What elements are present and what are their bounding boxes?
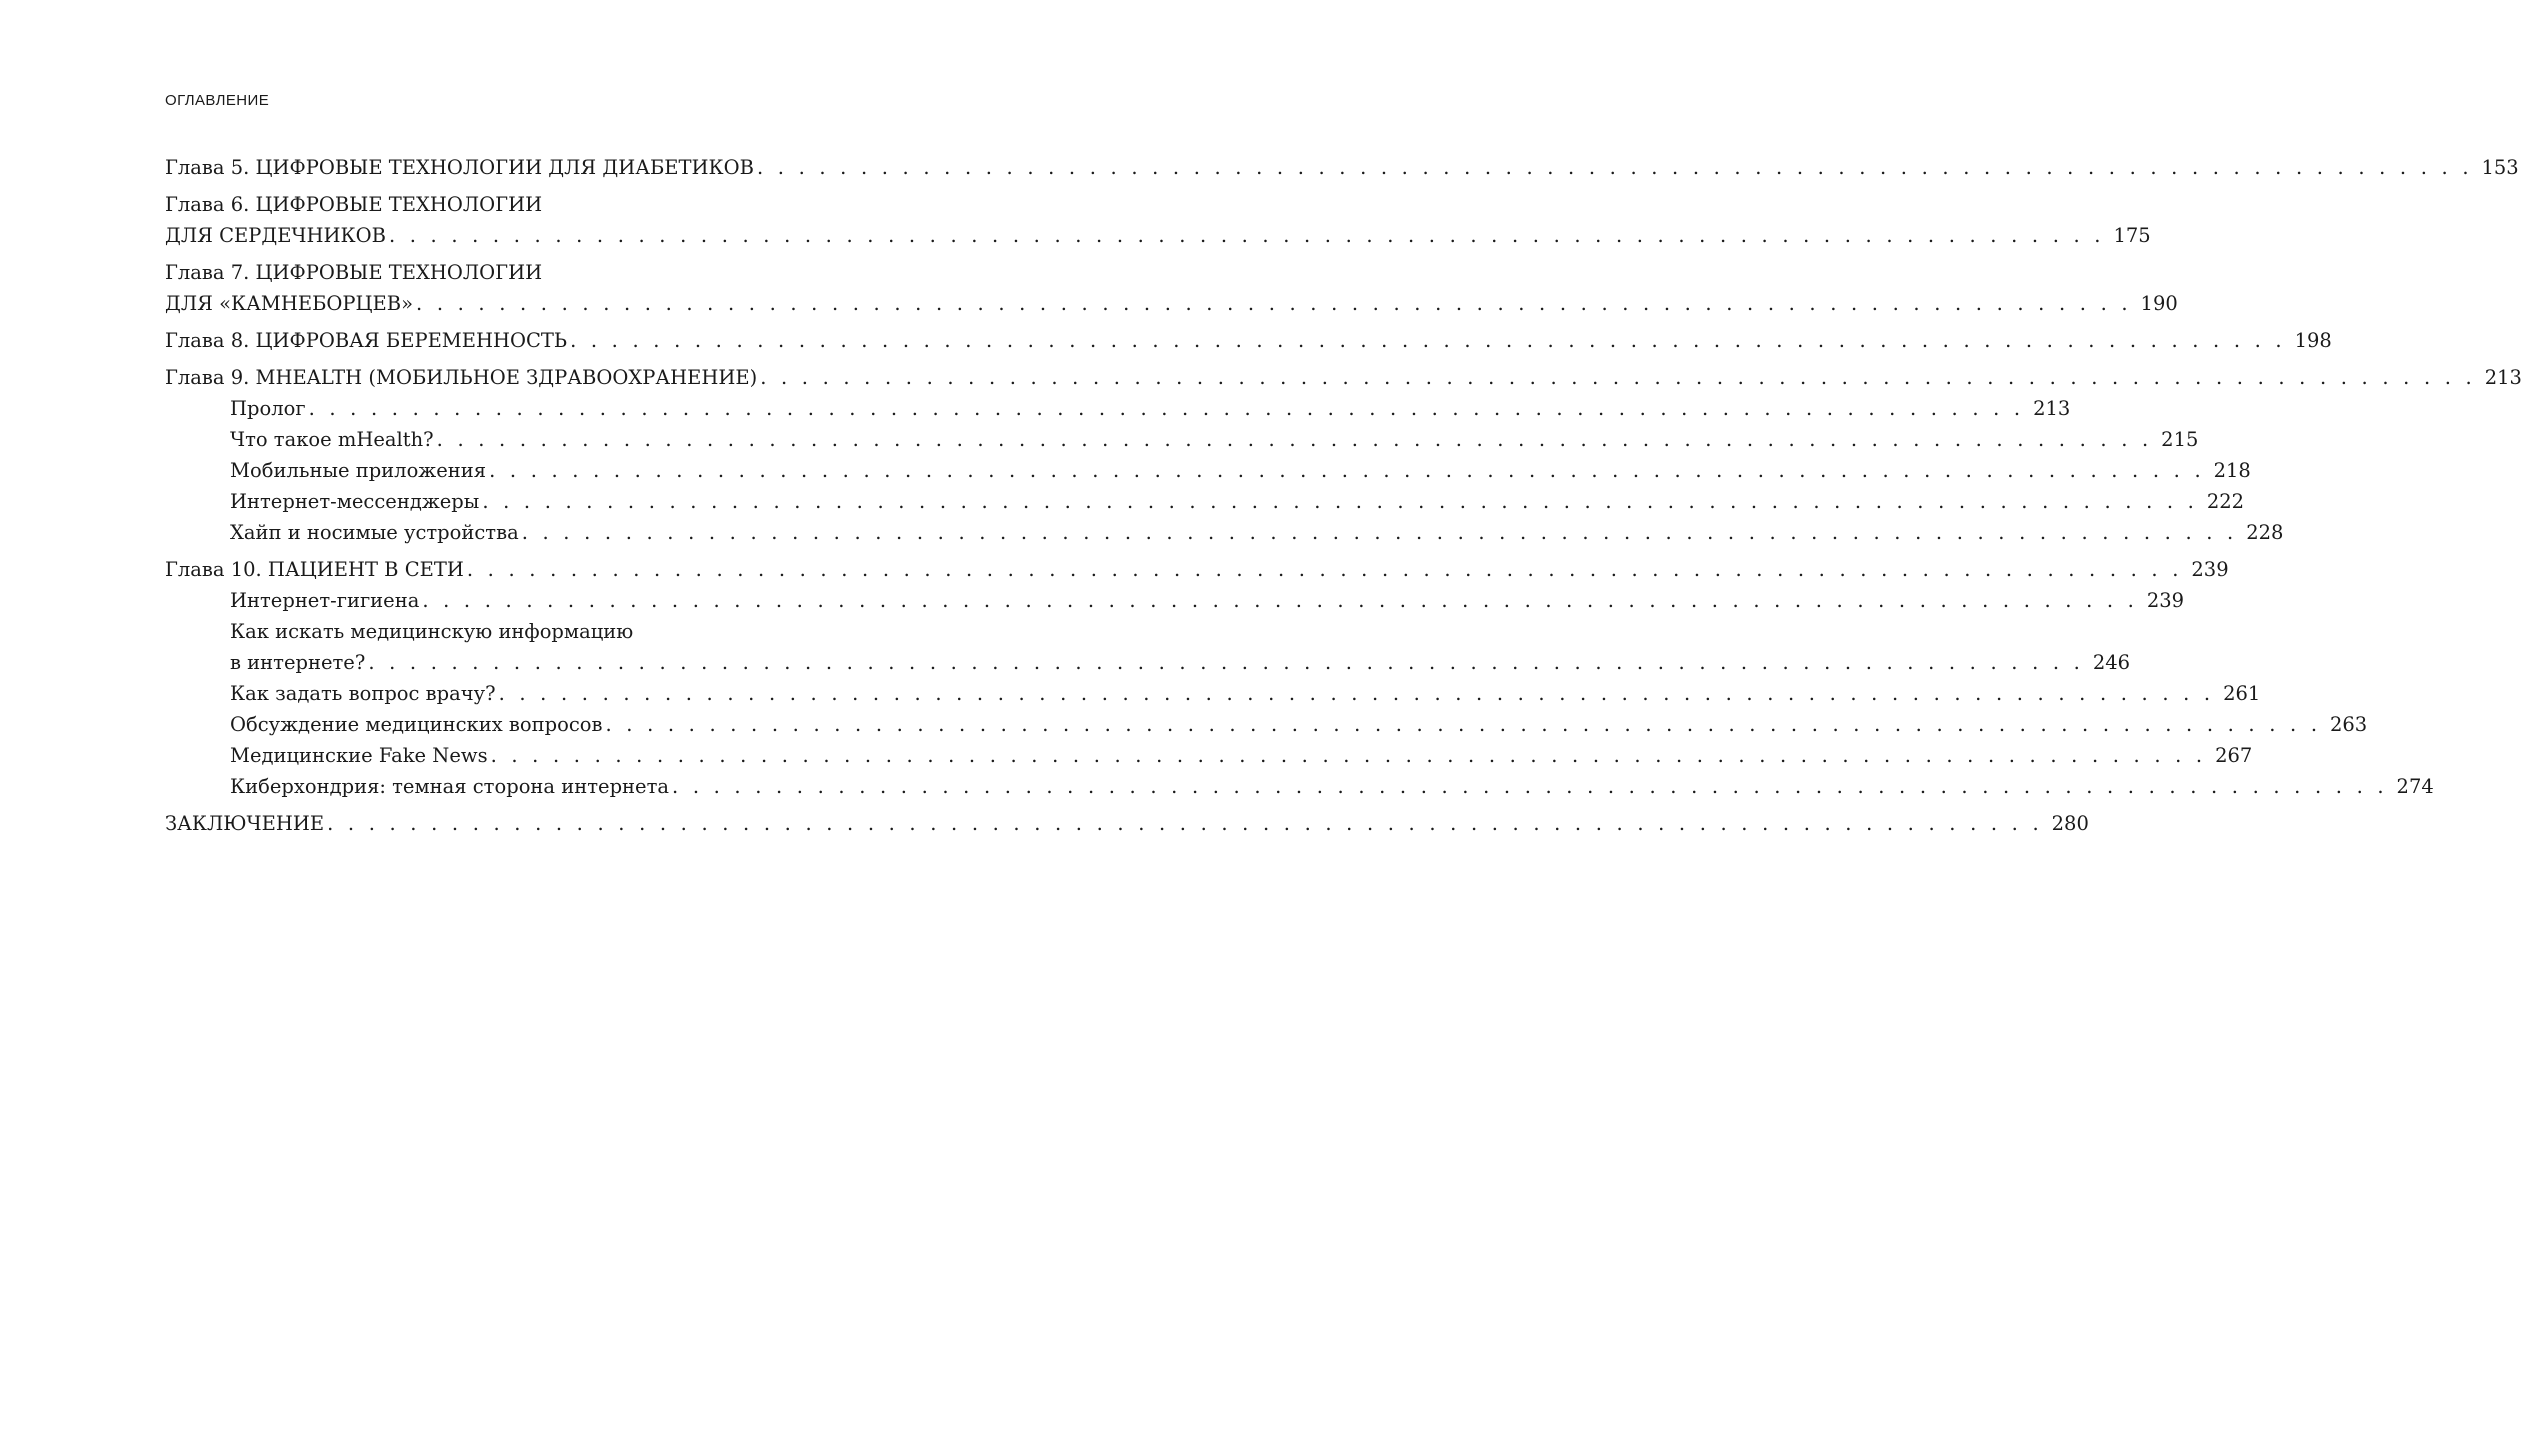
toc-entry-title: Хайп и носимые устройства	[230, 521, 519, 544]
toc-page-number: 175	[2113, 224, 2151, 247]
dot-leader: . . . . . . . . . . . . . . . . . . . . . . . . . . . . . . . . . . . . . . . . . . . . . . . . . . . . . . . . . . . . . . . . . . . . . . . . . . . . . . . . . . .	[672, 775, 2388, 798]
dot-leader: . . . . . . . . . . . . . . . . . . . . . . . . . . . . . . . . . . . . . . . . . . . . . . . . . . . . . . . . . . . . . . . . . . . . . . . . . . . . . . . . . . .	[490, 744, 2207, 767]
toc-entry-line	[230, 424, 2199, 455]
toc-page-number: 261	[2223, 682, 2261, 705]
toc-entry-title: Как задать вопрос врачу?	[230, 682, 496, 705]
toc-entry-section-mhealth[interactable]	[165, 424, 2199, 455]
dot-leader: . . . . . . . . . . . . . . . . . . . . . . . . . . . . . . . . . . . . . . . . . . . . . . . . . . . . . . . . . . . . . . . . . . . . . . . . . . . . . . . . . . .	[327, 812, 2043, 835]
toc-entry-title: Пролог	[230, 397, 306, 420]
dot-leader: . . . . . . . . . . . . . . . . . . . . . . . . . . . . . . . . . . . . . . . . . . . . . . . . . . . . . . . . . . . . . . . . . . . . . . . . . . . . . . . . . . .	[760, 366, 2476, 389]
toc-entry-section-search-info[interactable]	[165, 616, 2131, 678]
toc-entry-conclusion[interactable]	[165, 808, 2089, 839]
toc-entry-title: Мобильные приложения	[230, 459, 487, 482]
toc-entry-line	[230, 647, 2131, 678]
toc-entry-chapter-8[interactable]	[165, 325, 2332, 356]
dot-leader: . . . . . . . . . . . . . . . . . . . . . . . . . . . . . . . . . . . . . . . . . . . . . . . . . . . . . . . . . . . . . . . . . . . . . . . . . . . . . . . . . . .	[570, 329, 2286, 352]
dot-leader: . . . . . . . . . . . . . . . . . . . . . . . . . . . . . . . . . . . . . . . . . . . . . . . . . . . . . . . . . . . . . . . . . . . . . . . . . . . . . . . . . . .	[416, 292, 2132, 315]
toc-entry-line	[230, 678, 2261, 709]
toc-page-number: 246	[2092, 651, 2131, 674]
running-head: ОГЛАВЛЕНИЕ	[165, 92, 270, 109]
toc-entry-line	[165, 362, 2522, 393]
toc-entry-chapter-7[interactable]	[165, 257, 2178, 319]
dot-leader: . . . . . . . . . . . . . . . . . . . . . . . . . . . . . . . . . . . . . . . . . . . . . . . . . . . . . . . . . . . . . . . . . . . . . . . . . . . . . . . . . . .	[521, 521, 2238, 544]
table-of-contents	[165, 152, 2522, 839]
toc-entry-title: Обсуждение медицинских вопросов	[230, 713, 603, 736]
toc-page-number: 198	[2294, 329, 2332, 352]
toc-page-number: 213	[2033, 397, 2071, 420]
toc-entry-section-wearables[interactable]	[165, 517, 2284, 548]
toc-entry-section-mobile-apps[interactable]	[165, 455, 2251, 486]
toc-entry-chapter-10[interactable]	[165, 554, 2229, 585]
toc-entry-line	[165, 220, 2151, 251]
toc-entry-line	[230, 455, 2251, 486]
dot-leader: . . . . . . . . . . . . . . . . . . . . . . . . . . . . . . . . . . . . . . . . . . . . . . . . . . . . . . . . . . . . . . . . . . . . . . . . . . . . . . . . . . .	[489, 459, 2205, 482]
dot-leader: . . . . . . . . . . . . . . . . . . . . . . . . . . . . . . . . . . . . . . . . . . . . . . . . . . . . . . . . . . . . . . . . . . . . . . . . . . . . . . . . . . .	[482, 490, 2199, 513]
toc-page-number: 222	[2206, 490, 2245, 513]
toc-entry-line	[165, 325, 2332, 356]
dot-leader: . . . . . . . . . . . . . . . . . . . . . . . . . . . . . . . . . . . . . . . . . . . . . . . . . . . . . . . . . . . . . . . . . . . . . . . . . . . . . . . . . . .	[388, 224, 2105, 247]
toc-entry-title: Интернет-гигиена	[230, 589, 420, 612]
toc-entry-line	[230, 486, 2245, 517]
dot-leader: . . . . . . . . . . . . . . . . . . . . . . . . . . . . . . . . . . . . . . . . . . . . . . . . . . . . . . . . . . . . . . . . . . . . . . . . . . . . . . . . . . .	[756, 156, 2473, 179]
toc-entry-section-ask-doctor[interactable]	[165, 678, 2261, 709]
toc-entry-chapter-9[interactable]	[165, 362, 2522, 393]
toc-entry-title: Глава 8. ЦИФРОВАЯ БЕРЕМЕННОСТЬ	[165, 329, 568, 352]
toc-page-number: 215	[2161, 428, 2199, 451]
toc-entry-title: Медицинские Fake News	[230, 744, 488, 767]
toc-entry-title: Глава 10. ПАЦИЕНТ В СЕТИ	[165, 558, 464, 581]
toc-entry-line	[165, 288, 2178, 319]
toc-entry-title: Киберхондрия: темная сторона интернета	[230, 775, 670, 798]
toc-entry-section-internet-hygiene[interactable]	[165, 585, 2185, 616]
toc-entry-line	[165, 554, 2229, 585]
toc-page-number: 239	[2191, 558, 2229, 581]
toc-page-number: 263	[2329, 713, 2368, 736]
toc-entry-section-discussion[interactable]	[165, 709, 2368, 740]
toc-entry-title-line-1: Как искать медицинскую информацию	[230, 620, 634, 643]
toc-page-number: 213	[2484, 366, 2522, 389]
toc-entry-section-cyberchondria[interactable]	[165, 771, 2434, 802]
toc-entry-title: ЗАКЛЮЧЕНИЕ	[165, 812, 325, 835]
toc-entry-section-messengers[interactable]	[165, 486, 2245, 517]
dot-leader: . . . . . . . . . . . . . . . . . . . . . . . . . . . . . . . . . . . . . . . . . . . . . . . . . . . . . . . . . . . . . . . . . . . . . . . . . . . . . . . . . . .	[605, 713, 2322, 736]
toc-entry-title: Глава 5. ЦИФРОВЫЕ ТЕХНОЛОГИИ ДЛЯ ДИАБЕТИКОВ	[165, 156, 754, 179]
dot-leader: . . . . . . . . . . . . . . . . . . . . . . . . . . . . . . . . . . . . . . . . . . . . . . . . . . . . . . . . . . . . . . . . . . . . . . . . . . . . . . . . . . .	[368, 651, 2085, 674]
toc-entry-chapter-6[interactable]	[165, 189, 2151, 251]
toc-entry-line	[230, 393, 2071, 424]
dot-leader: . . . . . . . . . . . . . . . . . . . . . . . . . . . . . . . . . . . . . . . . . . . . . . . . . . . . . . . . . . . . . . . . . . . . . . . . . . . . . . . . . . .	[308, 397, 2025, 420]
toc-entry-title-line-1: Глава 7. ЦИФРОВЫЕ ТЕХНОЛОГИИ	[165, 261, 543, 284]
toc-entry-section-fake-news[interactable]	[165, 740, 2253, 771]
toc-entry-line	[230, 709, 2368, 740]
dot-leader: . . . . . . . . . . . . . . . . . . . . . . . . . . . . . . . . . . . . . . . . . . . . . . . . . . . . . . . . . . . . . . . . . . . . . . . . . . . . . . . . . . .	[498, 682, 2215, 705]
toc-entry-title-line-2: в интернете?	[230, 651, 366, 674]
toc-entry-chapter-5[interactable]	[165, 152, 2519, 183]
toc-page-number: 218	[2213, 459, 2251, 482]
toc-page-number: 190	[2140, 292, 2178, 315]
toc-page-number: 280	[2051, 812, 2089, 835]
toc-entry-line	[230, 517, 2284, 548]
toc-entry-title-line-1: Глава 6. ЦИФРОВЫЕ ТЕХНОЛОГИИ	[165, 193, 543, 216]
toc-page-number: 239	[2146, 589, 2185, 612]
dot-leader: . . . . . . . . . . . . . . . . . . . . . . . . . . . . . . . . . . . . . . . . . . . . . . . . . . . . . . . . . . . . . . . . . . . . . . . . . . . . . . . . . . .	[466, 558, 2183, 581]
dot-leader: . . . . . . . . . . . . . . . . . . . . . . . . . . . . . . . . . . . . . . . . . . . . . . . . . . . . . . . . . . . . . . . . . . . . . . . . . . . . . . . . . . .	[436, 428, 2153, 451]
toc-entry-line	[165, 808, 2089, 839]
toc-entry-title: Глава 9. MHEALTH (МОБИЛЬНОЕ ЗДРАВООХРАНЕНИЕ)	[165, 366, 758, 389]
toc-page-number: 153	[2481, 156, 2519, 179]
toc-entry-line	[230, 771, 2434, 802]
toc-entry-line	[230, 585, 2185, 616]
toc-page-number: 274	[2396, 775, 2434, 798]
toc-entry-title-line-2: ДЛЯ СЕРДЕЧНИКОВ	[165, 224, 386, 247]
toc-entry-line	[230, 740, 2253, 771]
toc-page-number: 267	[2215, 744, 2253, 767]
toc-entry-title: Что такое mHealth?	[230, 428, 434, 451]
toc-entry-title: Интернет-мессенджеры	[230, 490, 480, 513]
dot-leader: . . . . . . . . . . . . . . . . . . . . . . . . . . . . . . . . . . . . . . . . . . . . . . . . . . . . . . . . . . . . . . . . . . . . . . . . . . . . . . . . . . .	[422, 589, 2139, 612]
toc-entry-title-line-2: ДЛЯ «КАМНЕБОРЦЕВ»	[165, 292, 414, 315]
toc-entry-line	[165, 152, 2519, 183]
toc-entry-section-prologue[interactable]	[165, 393, 2071, 424]
toc-page-number: 228	[2246, 521, 2284, 544]
